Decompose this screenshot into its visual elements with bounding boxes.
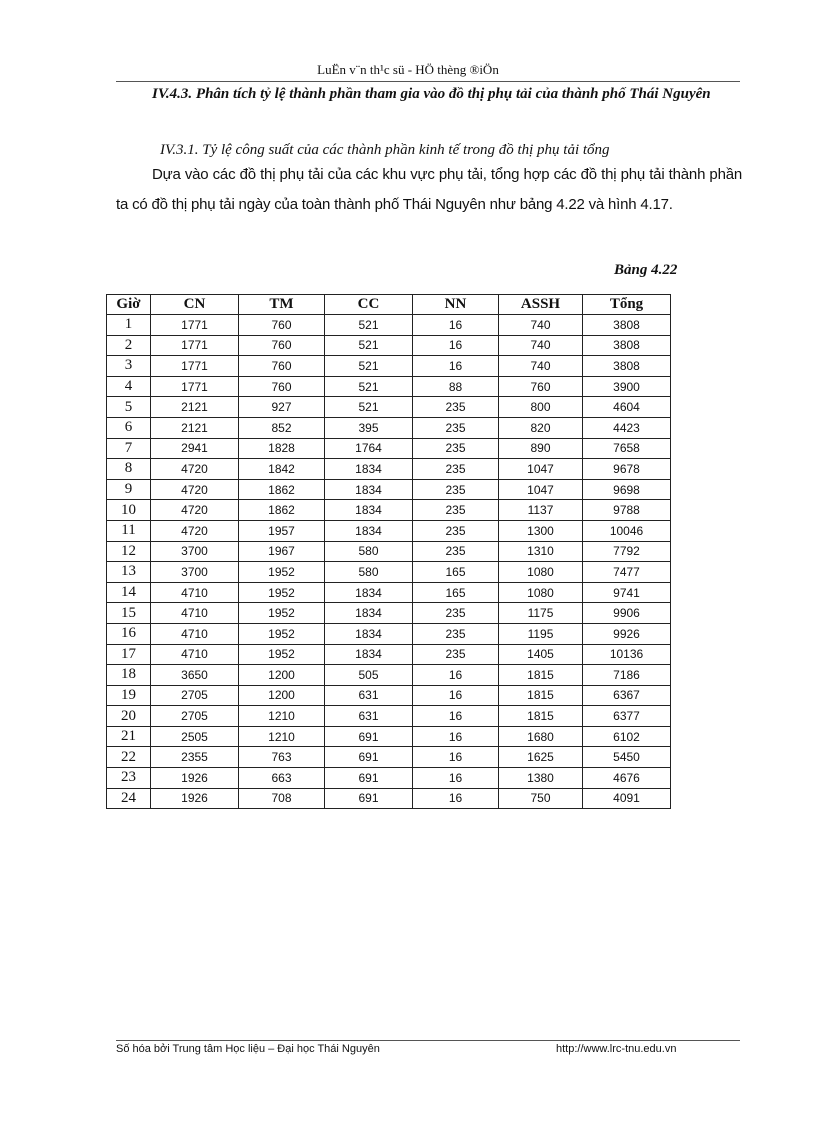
cell-tm: 1952 [239, 562, 325, 583]
table-row [107, 376, 671, 397]
cell-hour: 16 [107, 623, 151, 644]
cell-hour: 13 [107, 562, 151, 583]
cell-tm: 1200 [239, 685, 325, 706]
cell-hour: 15 [107, 603, 151, 624]
cell-hour: 4 [107, 376, 151, 397]
footer-divider [116, 1040, 740, 1041]
cell-nn: 235 [413, 479, 499, 500]
cell-assh: 1047 [499, 459, 583, 480]
subsection-heading: IV.3.1. Tỷ lệ công suất của các thành phần kinh tế trong đồ thị phụ tải tổng [160, 142, 610, 158]
cell-tm: 1842 [239, 459, 325, 480]
cell-total: 9926 [583, 623, 671, 644]
cell-nn: 165 [413, 582, 499, 603]
cell-tm: 1952 [239, 603, 325, 624]
cell-hour: 11 [107, 520, 151, 541]
cell-nn: 235 [413, 500, 499, 521]
column-header-tm: TM [239, 295, 325, 315]
table-row [107, 562, 671, 583]
cell-assh: 1680 [499, 726, 583, 747]
column-header-nn: NN [413, 295, 499, 315]
cell-tm: 927 [239, 397, 325, 418]
table-row [107, 665, 671, 686]
cell-cc: 505 [325, 665, 413, 686]
cell-cc: 580 [325, 541, 413, 562]
cell-cn: 1926 [151, 788, 239, 809]
cell-tm: 1952 [239, 623, 325, 644]
cell-total: 7792 [583, 541, 671, 562]
table-row [107, 726, 671, 747]
cell-tm: 1828 [239, 438, 325, 459]
cell-hour: 18 [107, 665, 151, 686]
cell-total: 7477 [583, 562, 671, 583]
cell-cc: 691 [325, 788, 413, 809]
cell-cc: 1834 [325, 623, 413, 644]
cell-total: 9698 [583, 479, 671, 500]
cell-total: 3808 [583, 356, 671, 377]
table-row [107, 335, 671, 356]
cell-total: 4423 [583, 417, 671, 438]
table-row [107, 541, 671, 562]
cell-nn: 235 [413, 603, 499, 624]
cell-tm: 1210 [239, 726, 325, 747]
cell-cc: 395 [325, 417, 413, 438]
cell-cc: 1834 [325, 520, 413, 541]
cell-total: 6367 [583, 685, 671, 706]
cell-cn: 2505 [151, 726, 239, 747]
cell-assh: 760 [499, 376, 583, 397]
cell-nn: 88 [413, 376, 499, 397]
cell-hour: 20 [107, 706, 151, 727]
cell-cn: 4720 [151, 459, 239, 480]
cell-assh: 1195 [499, 623, 583, 644]
cell-nn: 235 [413, 520, 499, 541]
table-row [107, 603, 671, 624]
column-header-total: Tổng [583, 295, 671, 315]
cell-tm: 760 [239, 335, 325, 356]
column-header-cc: CC [325, 295, 413, 315]
cell-nn: 16 [413, 726, 499, 747]
cell-cc: 1834 [325, 644, 413, 665]
cell-cn: 1771 [151, 315, 239, 336]
cell-nn: 16 [413, 768, 499, 789]
cell-total: 7658 [583, 438, 671, 459]
cell-tm: 760 [239, 315, 325, 336]
cell-hour: 6 [107, 417, 151, 438]
footer-url: http://www.lrc-tnu.edu.vn [556, 1043, 677, 1055]
table-row [107, 397, 671, 418]
cell-cn: 1926 [151, 768, 239, 789]
cell-cn: 3700 [151, 562, 239, 583]
column-header-hour: Giờ [107, 295, 151, 315]
cell-total: 3808 [583, 315, 671, 336]
cell-cc: 521 [325, 397, 413, 418]
cell-assh: 1137 [499, 500, 583, 521]
cell-cn: 4720 [151, 520, 239, 541]
cell-cn: 1771 [151, 376, 239, 397]
cell-cc: 1834 [325, 459, 413, 480]
cell-nn: 16 [413, 665, 499, 686]
cell-nn: 16 [413, 335, 499, 356]
cell-cn: 2355 [151, 747, 239, 768]
cell-total: 7186 [583, 665, 671, 686]
cell-total: 4604 [583, 397, 671, 418]
table-row [107, 417, 671, 438]
cell-total: 6102 [583, 726, 671, 747]
cell-assh: 890 [499, 438, 583, 459]
cell-assh: 1625 [499, 747, 583, 768]
cell-assh: 1405 [499, 644, 583, 665]
table-row [107, 582, 671, 603]
cell-tm: 1952 [239, 582, 325, 603]
cell-cc: 521 [325, 315, 413, 336]
table-row [107, 479, 671, 500]
cell-nn: 235 [413, 417, 499, 438]
cell-assh: 1310 [499, 541, 583, 562]
table-row [107, 747, 671, 768]
cell-nn: 235 [413, 644, 499, 665]
table-row [107, 438, 671, 459]
load-table [106, 294, 671, 809]
cell-cc: 691 [325, 768, 413, 789]
cell-tm: 1952 [239, 644, 325, 665]
cell-nn: 235 [413, 623, 499, 644]
cell-nn: 235 [413, 459, 499, 480]
cell-cn: 2941 [151, 438, 239, 459]
cell-assh: 800 [499, 397, 583, 418]
cell-assh: 1175 [499, 603, 583, 624]
cell-cc: 1764 [325, 438, 413, 459]
table-row [107, 459, 671, 480]
cell-total: 4091 [583, 788, 671, 809]
cell-cn: 2705 [151, 685, 239, 706]
cell-assh: 1815 [499, 706, 583, 727]
table-row [107, 685, 671, 706]
cell-hour: 3 [107, 356, 151, 377]
table-row [107, 788, 671, 809]
table-row [107, 706, 671, 727]
cell-hour: 7 [107, 438, 151, 459]
cell-hour: 14 [107, 582, 151, 603]
cell-assh: 1047 [499, 479, 583, 500]
cell-nn: 235 [413, 541, 499, 562]
table-row [107, 500, 671, 521]
cell-tm: 1862 [239, 500, 325, 521]
cell-assh: 1080 [499, 582, 583, 603]
table-body [107, 315, 671, 809]
cell-assh: 1080 [499, 562, 583, 583]
cell-cc: 1834 [325, 479, 413, 500]
cell-cn: 3700 [151, 541, 239, 562]
table-row [107, 768, 671, 789]
cell-nn: 16 [413, 685, 499, 706]
cell-cn: 2705 [151, 706, 239, 727]
cell-total: 5450 [583, 747, 671, 768]
cell-total: 3900 [583, 376, 671, 397]
cell-cn: 1771 [151, 335, 239, 356]
cell-total: 10136 [583, 644, 671, 665]
header-divider [116, 81, 740, 82]
cell-nn: 16 [413, 788, 499, 809]
cell-hour: 8 [107, 459, 151, 480]
cell-total: 9741 [583, 582, 671, 603]
cell-cn: 4710 [151, 603, 239, 624]
cell-assh: 740 [499, 335, 583, 356]
cell-tm: 1862 [239, 479, 325, 500]
cell-cn: 4720 [151, 500, 239, 521]
cell-tm: 1200 [239, 665, 325, 686]
cell-hour: 2 [107, 335, 151, 356]
cell-cc: 580 [325, 562, 413, 583]
cell-cc: 691 [325, 747, 413, 768]
cell-cc: 521 [325, 376, 413, 397]
cell-tm: 663 [239, 768, 325, 789]
cell-total: 6377 [583, 706, 671, 727]
cell-cc: 691 [325, 726, 413, 747]
cell-total: 9788 [583, 500, 671, 521]
cell-hour: 17 [107, 644, 151, 665]
cell-cc: 631 [325, 706, 413, 727]
cell-hour: 12 [107, 541, 151, 562]
section-heading: IV.4.3. Phân tích tỷ lệ thành phần tham gia vào đồ thị phụ tải của thành phố Thái Nguyên [152, 86, 711, 102]
cell-nn: 165 [413, 562, 499, 583]
cell-nn: 16 [413, 747, 499, 768]
column-header-assh: ASSH [499, 295, 583, 315]
cell-total: 3808 [583, 335, 671, 356]
cell-tm: 760 [239, 376, 325, 397]
cell-cc: 631 [325, 685, 413, 706]
cell-total: 10046 [583, 520, 671, 541]
cell-total: 9678 [583, 459, 671, 480]
table-header-row [107, 295, 671, 315]
column-header-cn: CN [151, 295, 239, 315]
cell-assh: 1815 [499, 685, 583, 706]
cell-tm: 1967 [239, 541, 325, 562]
cell-cn: 2121 [151, 397, 239, 418]
cell-nn: 16 [413, 315, 499, 336]
cell-total: 4676 [583, 768, 671, 789]
cell-nn: 235 [413, 397, 499, 418]
table-row [107, 520, 671, 541]
cell-hour: 1 [107, 315, 151, 336]
cell-hour: 24 [107, 788, 151, 809]
cell-hour: 10 [107, 500, 151, 521]
cell-cn: 1771 [151, 356, 239, 377]
cell-cc: 521 [325, 335, 413, 356]
cell-tm: 760 [239, 356, 325, 377]
cell-tm: 708 [239, 788, 325, 809]
cell-nn: 235 [413, 438, 499, 459]
cell-cn: 4710 [151, 582, 239, 603]
cell-assh: 740 [499, 315, 583, 336]
cell-cn: 4720 [151, 479, 239, 500]
cell-tm: 852 [239, 417, 325, 438]
cell-assh: 1380 [499, 768, 583, 789]
cell-cc: 1834 [325, 500, 413, 521]
page-header: LuËn v¨n th¹c sü - HÖ thèng ®iÖn [317, 62, 499, 77]
cell-cn: 2121 [151, 417, 239, 438]
cell-hour: 5 [107, 397, 151, 418]
cell-cn: 4710 [151, 644, 239, 665]
cell-cc: 521 [325, 356, 413, 377]
cell-hour: 9 [107, 479, 151, 500]
table-row [107, 315, 671, 336]
cell-nn: 16 [413, 706, 499, 727]
table-row [107, 644, 671, 665]
cell-hour: 22 [107, 747, 151, 768]
cell-nn: 16 [413, 356, 499, 377]
cell-hour: 19 [107, 685, 151, 706]
cell-cc: 1834 [325, 582, 413, 603]
body-paragraph: Dựa vào các đồ thị phụ tải của các khu vực phụ tải, tổng hợp các đồ thị phụ tải thành phần ta có đồ thị phụ tải ngày của toàn thành phố Thái Nguyên như bảng 4.22 và hình 4.17. [116, 166, 742, 213]
cell-tm: 1957 [239, 520, 325, 541]
footer-credit: Số hóa bởi Trung tâm Học liệu – Đại học Thái Nguyên [116, 1043, 380, 1055]
table-caption: Bảng 4.22 [614, 262, 678, 278]
table-row [107, 356, 671, 377]
cell-hour: 21 [107, 726, 151, 747]
table-row [107, 623, 671, 644]
cell-assh: 1300 [499, 520, 583, 541]
cell-cn: 3650 [151, 665, 239, 686]
cell-assh: 820 [499, 417, 583, 438]
cell-assh: 750 [499, 788, 583, 809]
cell-tm: 1210 [239, 706, 325, 727]
cell-cc: 1834 [325, 603, 413, 624]
cell-hour: 23 [107, 768, 151, 789]
cell-total: 9906 [583, 603, 671, 624]
cell-assh: 1815 [499, 665, 583, 686]
cell-cn: 4710 [151, 623, 239, 644]
cell-tm: 763 [239, 747, 325, 768]
cell-assh: 740 [499, 356, 583, 377]
